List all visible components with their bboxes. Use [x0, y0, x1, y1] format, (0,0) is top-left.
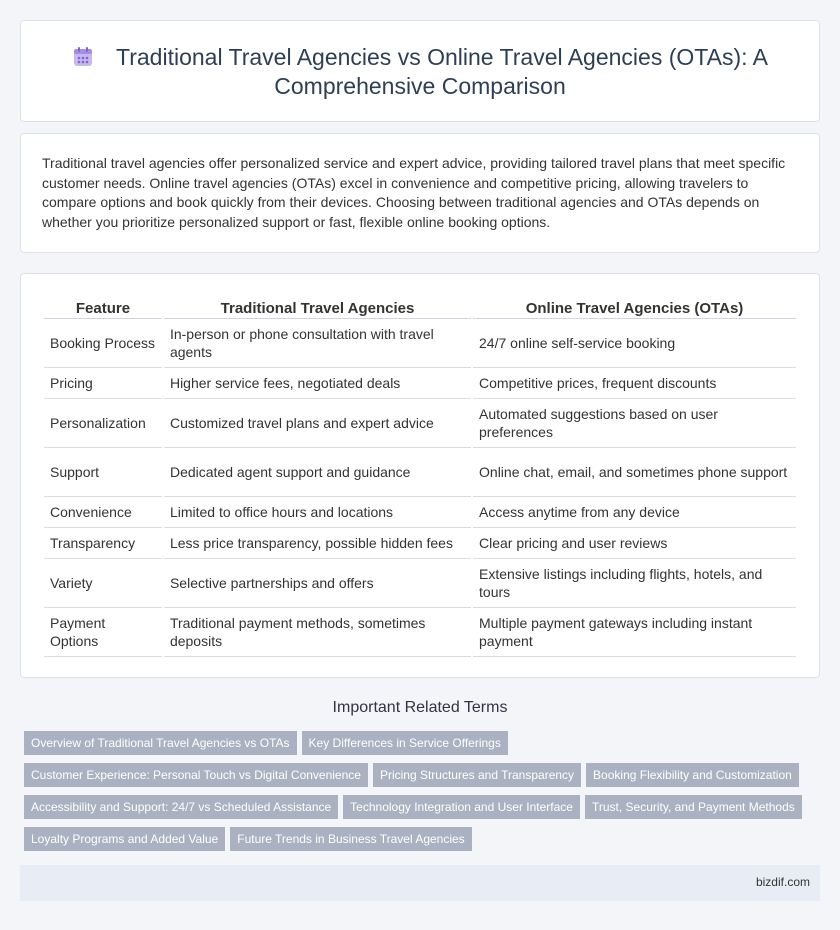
title-card — [20, 20, 820, 122]
traditional-cell: Less price transparency, possible hidden fees — [164, 528, 471, 559]
traditional-cell: In-person or phone consultation with travel agents — [164, 319, 471, 368]
related-term-tag[interactable]: Pricing Structures and Transparency — [373, 763, 581, 787]
footer-site-link[interactable]: bizdif.com — [755, 875, 810, 889]
feature-cell: Booking Process — [44, 319, 162, 368]
tag-row — [24, 763, 824, 795]
intro-card — [20, 133, 820, 253]
related-term-tag[interactable]: Accessibility and Support: 24/7 vs Scheduled Assistance — [24, 795, 338, 819]
page-title: Traditional Travel Agencies vs Online Travel Agencies (OTAs): A Comprehensive Comparison — [116, 44, 768, 99]
calendar-icon — [72, 46, 94, 68]
ota-cell: Multiple payment gateways including instant payment — [473, 608, 796, 657]
related-term-tag[interactable]: Trust, Security, and Payment Methods — [585, 795, 802, 819]
traditional-cell: Higher service fees, negotiated deals — [164, 368, 471, 399]
tag-row — [24, 795, 824, 827]
related-term-tag[interactable]: Booking Flexibility and Customization — [586, 763, 799, 787]
comparison-table — [42, 295, 798, 657]
table-header-row — [44, 295, 796, 319]
related-term-tag[interactable]: Customer Experience: Personal Touch vs Digital Convenience — [24, 763, 368, 787]
tag-row — [24, 827, 824, 859]
feature-cell: Transparency — [44, 528, 162, 559]
related-term-tag[interactable]: Key Differences in Service Offerings — [302, 731, 508, 755]
header-ota: Online Travel Agencies (OTAs) — [473, 295, 796, 319]
header-feature: Feature — [44, 295, 162, 319]
ota-cell: Extensive listings including flights, hotels, and tours — [473, 559, 796, 608]
traditional-cell: Limited to office hours and locations — [164, 497, 471, 528]
ota-cell: Clear pricing and user reviews — [473, 528, 796, 559]
ota-cell: Online chat, email, and sometimes phone support — [473, 448, 796, 497]
traditional-cell: Customized travel plans and expert advice — [164, 399, 471, 448]
related-term-tag[interactable]: Technology Integration and User Interface — [343, 795, 580, 819]
feature-cell: Variety — [44, 559, 162, 608]
traditional-cell: Traditional payment methods, sometimes deposits — [164, 608, 471, 657]
table-row — [44, 497, 796, 528]
table-row — [44, 399, 796, 448]
related-term-tag[interactable]: Loyalty Programs and Added Value — [24, 827, 225, 851]
traditional-cell: Dedicated agent support and guidance — [164, 448, 471, 497]
related-terms-title: Important Related Terms — [332, 699, 508, 716]
ota-cell: Automated suggestions based on user preferences — [473, 399, 796, 448]
table-row — [44, 559, 796, 608]
table-row — [44, 319, 796, 368]
feature-cell: Personalization — [44, 399, 162, 448]
ota-cell: 24/7 online self-service booking — [473, 319, 796, 368]
table-row — [44, 448, 796, 497]
tag-row — [24, 731, 824, 763]
comparison-card — [20, 273, 820, 678]
related-term-tag[interactable]: Future Trends in Business Travel Agencies — [230, 827, 471, 851]
feature-cell: Support — [44, 448, 162, 497]
related-terms-list — [24, 731, 824, 859]
traditional-cell: Selective partnerships and offers — [164, 559, 471, 608]
ota-cell: Competitive prices, frequent discounts — [473, 368, 796, 399]
table-row — [44, 608, 796, 657]
table-row — [44, 528, 796, 559]
feature-cell: Payment Options — [44, 608, 162, 657]
ota-cell: Access anytime from any device — [473, 497, 796, 528]
table-row — [44, 368, 796, 399]
feature-cell: Convenience — [44, 497, 162, 528]
header-traditional: Traditional Travel Agencies — [164, 295, 471, 319]
page-title-wrap — [21, 43, 819, 101]
feature-cell: Pricing — [44, 368, 162, 399]
intro-paragraph: Traditional travel agencies offer personalized service and expert advice, providing tailored travel plans that meet specific customer needs. Online travel agencies (OTAs) excel in convenience and competitive pricing, allowing travelers to compare options and book quickly from their devices. Choosing between traditional agencies and OTAs depends on whether you prioritize personalized support or fast, flexible online booking options. — [42, 155, 786, 230]
related-term-tag[interactable]: Overview of Traditional Travel Agencies vs OTAs — [24, 731, 297, 755]
footer — [20, 865, 820, 901]
